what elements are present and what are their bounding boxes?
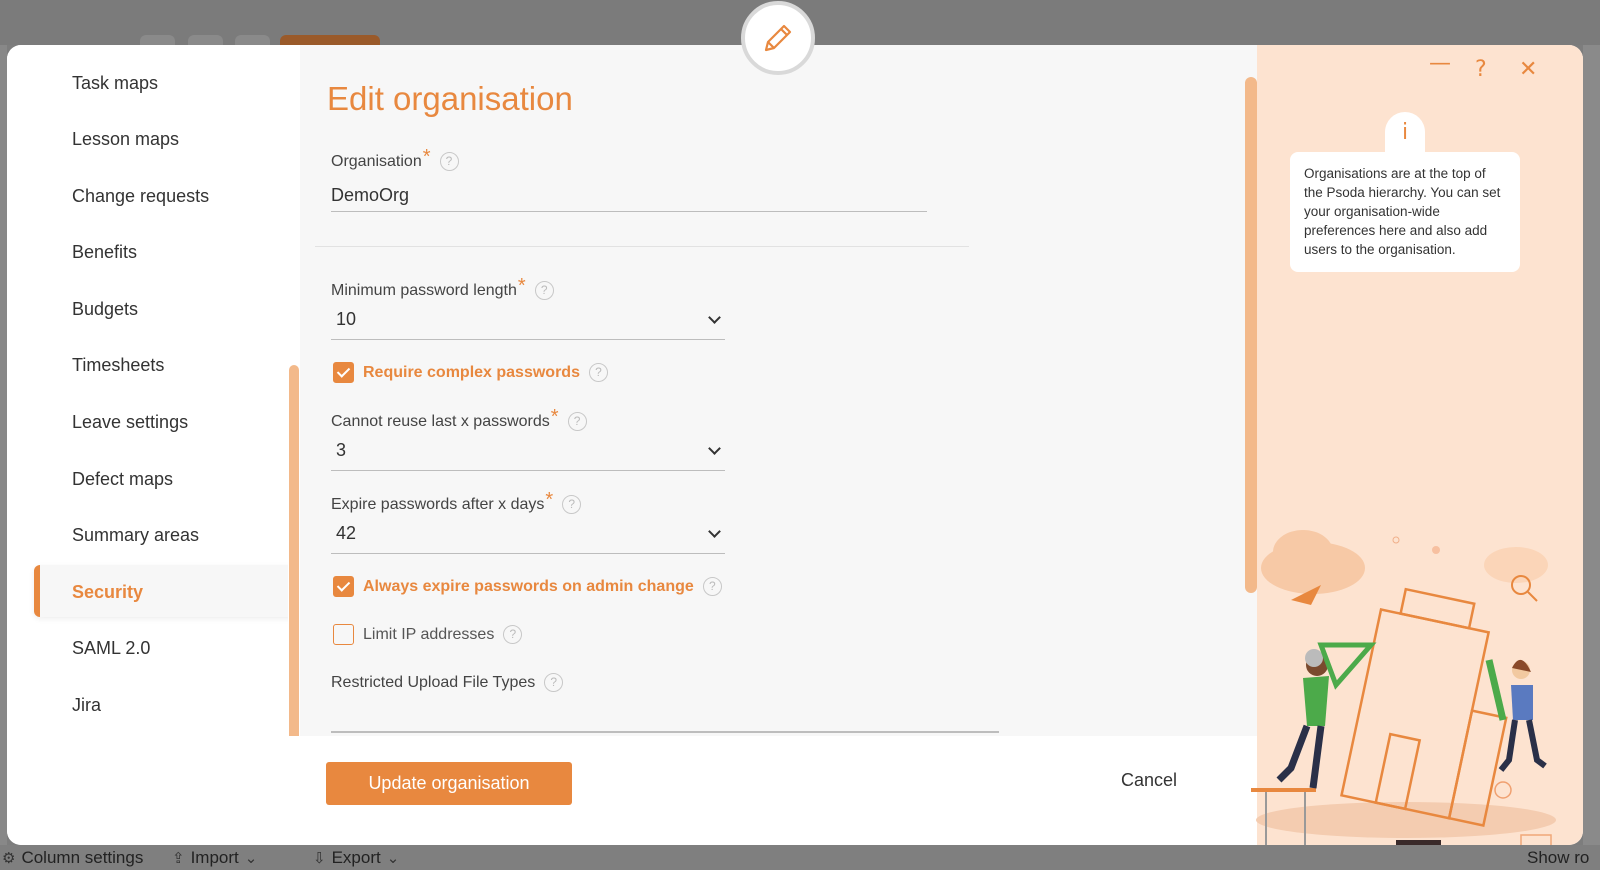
sidebar-item-task-maps[interactable]: Task maps: [72, 73, 159, 93]
limit-ip-checkbox[interactable]: [333, 624, 354, 645]
building-illustration: [1221, 490, 1581, 845]
sidebar-item-jira[interactable]: Jira: [72, 695, 102, 715]
settings-icon: ⚙: [2, 848, 16, 867]
expire-passwords-label: Expire passwords after x days * ?: [331, 493, 581, 516]
section-divider: [315, 246, 969, 247]
pencil-icon: [760, 20, 796, 56]
required-marker: *: [545, 489, 554, 511]
background-left-edge: [0, 45, 7, 845]
minimize-icon[interactable]: —: [1429, 51, 1451, 76]
help-icon[interactable]: ?: [503, 625, 522, 644]
background-bottom-bar: [0, 845, 1600, 870]
export-menu: ⇩ Export ⌄: [313, 847, 400, 867]
edit-mode-badge: [741, 1, 815, 75]
export-icon: ⇩: [313, 848, 326, 867]
restricted-upload-input[interactable]: [331, 731, 999, 733]
limit-ip-row[interactable]: Limit IP addresses ?: [333, 624, 522, 645]
sidebar-item-saml[interactable]: SAML 2.0: [72, 638, 151, 658]
organisation-label: Organisation * ?: [331, 150, 459, 173]
expire-passwords-select[interactable]: 42: [331, 519, 725, 554]
column-settings-link: ⚙ Column settings: [2, 847, 144, 867]
reuse-passwords-label: Cannot reuse last x passwords * ?: [331, 410, 587, 433]
show-rows-label: Show ro: [1527, 847, 1590, 867]
info-icon: i: [1385, 112, 1425, 154]
chevron-down-icon: [708, 311, 721, 324]
help-icon[interactable]: ?: [562, 495, 581, 514]
background-right-edge: [1583, 45, 1600, 845]
help-icon[interactable]: ?: [703, 577, 722, 596]
help-icon[interactable]: ?: [544, 673, 563, 692]
organisation-name-input[interactable]: [331, 180, 927, 212]
chevron-down-icon: [708, 525, 721, 538]
sidebar-item-budgets[interactable]: Budgets: [72, 299, 139, 319]
restricted-upload-label: Restricted Upload File Types ?: [331, 673, 563, 692]
required-marker: *: [550, 406, 559, 428]
require-complex-passwords-row[interactable]: Require complex passwords ?: [333, 362, 608, 383]
import-menu: ⇪ Import ⌄: [172, 847, 258, 867]
sidebar-item-summary-areas[interactable]: Summary areas: [72, 525, 200, 545]
dialog-footer: [7, 736, 1257, 845]
chevron-down-icon: ⌄: [244, 848, 258, 867]
organisation-form: [307, 45, 1247, 751]
help-icon[interactable]: ?: [440, 152, 459, 171]
required-marker: *: [517, 275, 526, 297]
chevron-down-icon: ⌄: [386, 848, 400, 867]
required-marker: *: [422, 146, 431, 168]
help-text: Organisations are at the top of the Psoda hierarchy. You can set your organisation-wide preferences here and also add users to the organisation.: [1290, 152, 1520, 272]
reuse-passwords-select[interactable]: 3: [331, 436, 725, 471]
sidebar-scrollbar-thumb[interactable]: [289, 365, 299, 751]
min-password-length-select[interactable]: 10: [331, 305, 725, 340]
sidebar-item-timesheets[interactable]: Timesheets: [72, 355, 165, 375]
help-panel: [1257, 45, 1583, 845]
close-icon[interactable]: ✕: [1519, 57, 1538, 82]
chevron-down-icon: [708, 442, 721, 455]
edit-organisation-dialog: [7, 45, 1583, 845]
settings-sidebar: [7, 45, 300, 751]
sidebar-item-leave-settings[interactable]: Leave settings: [72, 412, 189, 432]
page-title: Edit organisation: [327, 80, 573, 117]
sidebar-item-benefits[interactable]: Benefits: [72, 242, 138, 262]
help-question-icon[interactable]: ?: [1475, 57, 1487, 82]
always-expire-row[interactable]: Always expire passwords on admin change ?: [333, 576, 722, 597]
sidebar-item-change-requests[interactable]: Change requests: [72, 186, 210, 206]
help-icon[interactable]: ?: [589, 363, 608, 382]
update-organisation-button[interactable]: Update organisation: [326, 762, 572, 805]
toolbox-icon: [1396, 840, 1441, 845]
sidebar-item-defect-maps[interactable]: Defect maps: [72, 469, 174, 489]
help-icon[interactable]: ?: [535, 281, 554, 300]
sidebar-item-lesson-maps[interactable]: Lesson maps: [72, 129, 180, 149]
always-expire-checkbox[interactable]: [333, 576, 354, 597]
sidebar-item-security[interactable]: Security: [34, 565, 294, 617]
require-complex-passwords-checkbox[interactable]: [333, 362, 354, 383]
help-icon[interactable]: ?: [568, 412, 587, 431]
min-password-length-label: Minimum password length * ?: [331, 279, 554, 302]
cancel-button[interactable]: Cancel: [1121, 770, 1178, 790]
import-icon: ⇪: [172, 848, 185, 867]
